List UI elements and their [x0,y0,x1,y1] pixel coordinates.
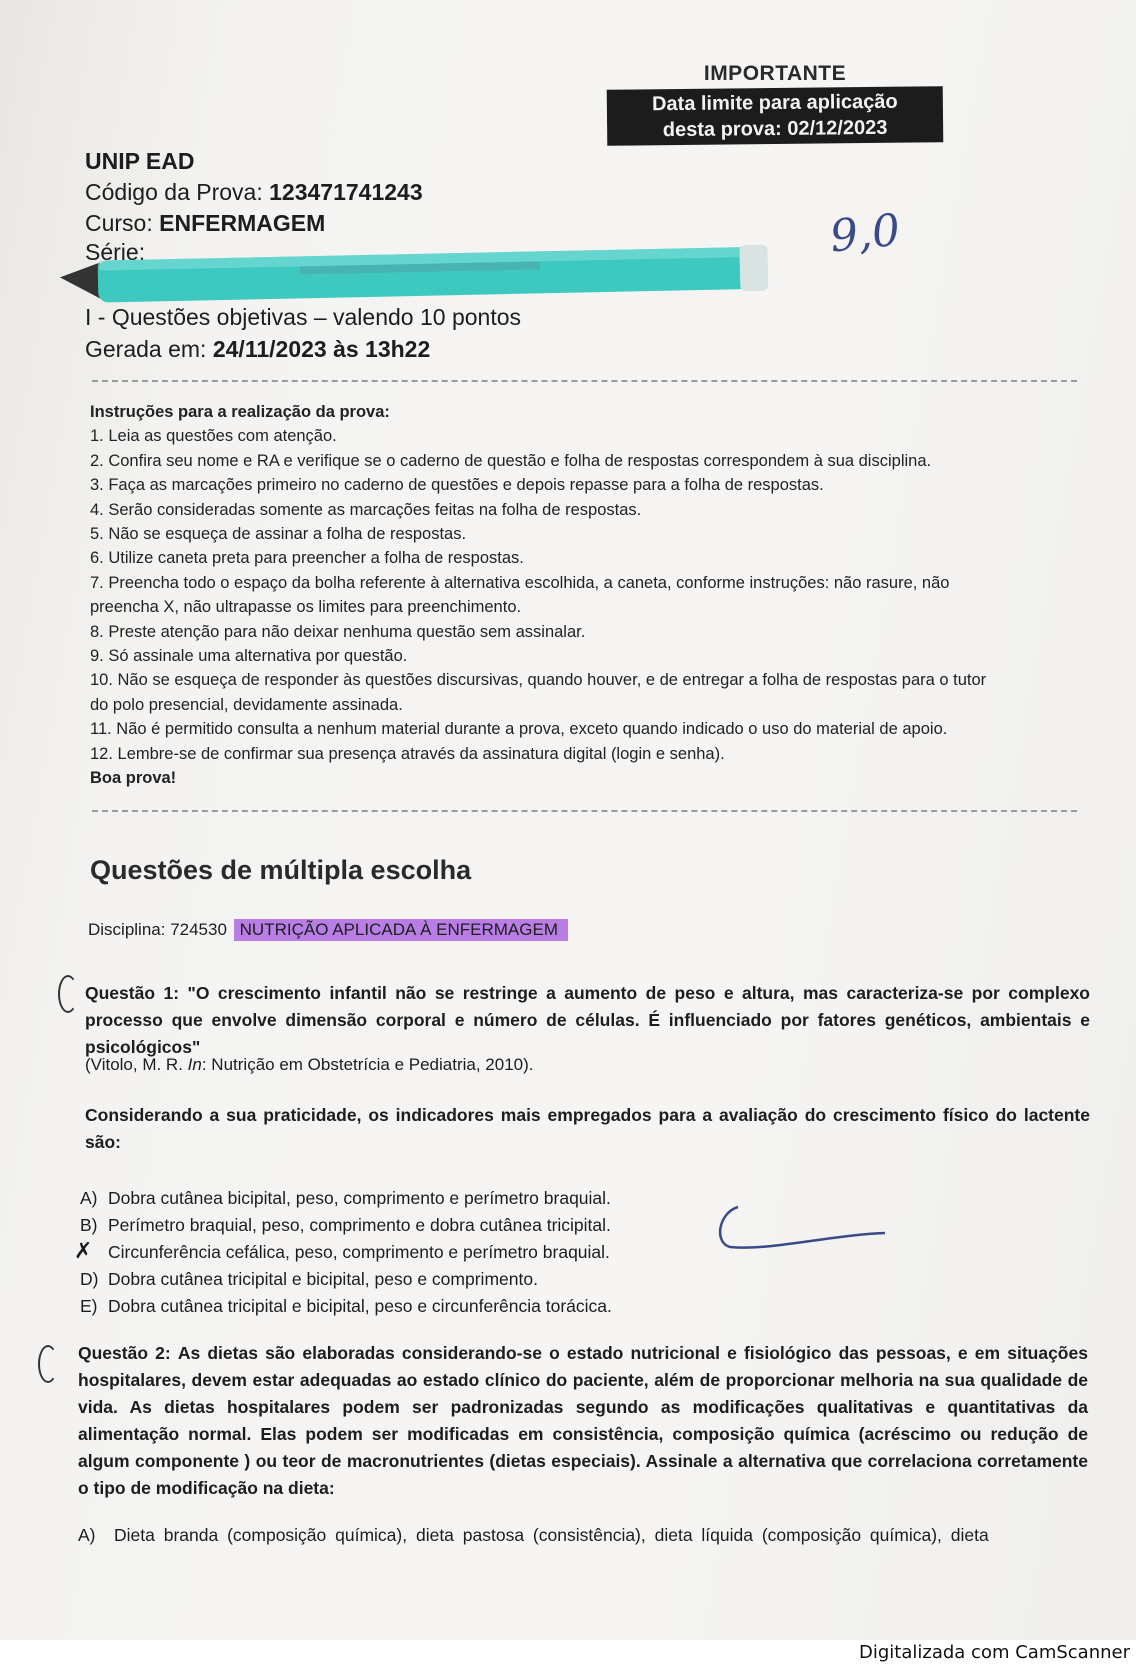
option-text: Dobra cutânea tricipital e bicipital, peso e comprimento. [108,1269,538,1289]
instruction-item: 11. Não é permitido consulta a nenhum material durante a prova, exceto quando indicado o uso do material de apoio. [90,720,948,739]
institution-name: UNIP EAD [85,148,195,174]
instruction-item: 1. Leia as questões com atenção. [90,427,337,446]
option-text: Dieta branda (composição química), dieta pastosa (consistência), dieta líquida (composição química), dieta [114,1525,989,1545]
divider-top [92,380,1077,382]
important-notice [607,62,943,144]
question-2-option-a[interactable] [78,1525,1083,1546]
course-label: Curso: [85,210,153,236]
handwritten-scribble [710,1195,890,1265]
question-1-prompt [85,1102,1090,1156]
instruction-item: 8. Preste atenção para não deixar nenhuma questão sem assinalar. [90,622,586,641]
generated-row [85,334,430,365]
exam-code-row [85,177,423,208]
option-e[interactable] [80,1293,612,1320]
option-letter: B) [80,1215,98,1235]
discipline-label: Disciplina: 724530 [88,920,227,939]
option-d[interactable] [80,1266,612,1293]
generated-value: 24/11/2023 às 13h22 [212,336,431,362]
instruction-item: 4. Serão consideradas somente as marcações feitas na folha de respostas. [90,500,642,519]
question-1-prompt-text: Considerando a sua praticidade, os indicadores mais empregados para a avaliação do crescimento físico do lactente são: [85,1105,1090,1152]
handwritten-grade: 9,0 [827,204,903,263]
instruction-item: preencha X, não ultrapasse os limites para preenchimento. [90,598,522,617]
option-b[interactable] [80,1212,612,1239]
option-text: Dobra cutânea tricipital e bicipital, peso e circunferência torácica. [108,1296,612,1316]
scanner-watermark: Digitalizada com CamScanner [859,1642,1130,1663]
reference-author: (Vitolo, M. R. [85,1055,183,1074]
marked-answer-cross-icon: ✗ [74,1238,93,1263]
generated-label: Gerada em: [85,336,207,362]
option-letter: D) [80,1269,99,1289]
deadline-line-1: Data limite para aplicação [651,90,898,116]
question-1-mark [58,975,78,1013]
series-partial: Série: [85,239,146,265]
option-text: Dobra cutânea bicipital, peso, comprimento e perímetro braquial. [108,1188,611,1208]
question-1-quote: "O crescimento infantil não se restringe a aumento de peso e altura, mas caracteriza-se por complexo processo que envolve dimensão corporal e número de células. É influenciado por fatores genéticos, ambientais e psicológicos" [85,983,1090,1057]
option-a[interactable] [80,1185,612,1212]
option-c[interactable] [80,1239,612,1266]
instruction-item: 2. Confira seu nome e RA e verifique se o caderno de questão e folha de respostas correspondem à sua disciplina. [90,451,932,470]
instruction-item: 10. Não se esqueça de responder às questões discursivas, quando houver, e de entregar a folha de respostas para o tutor [90,671,987,690]
reference-in: In [187,1055,202,1074]
option-letter: A) [78,1525,96,1545]
question-1-number: Questão 1: [85,983,180,1003]
question-1-options [80,1185,612,1320]
instruction-item: 6. Utilize caneta preta para preencher a folha de respostas. [90,549,524,568]
instructions-closing: Boa prova! [90,769,177,788]
scan-footer [0,1640,1136,1665]
reference-source: : Nutrição em Obstetrícia e Pediatria, 2010). [201,1055,534,1074]
option-letter: A) [80,1188,98,1208]
course-value: ENFERMAGEM [159,210,326,236]
instructions-list [90,424,1080,766]
instruction-item: 7. Preencha todo o espaço da bolha referente à alternativa escolhida, a caneta, conforme instruções: não rasure, não [90,573,950,592]
exam-header [85,146,423,239]
option-text: Circunferência cefálica, peso, comprimento e perímetro braquial. [108,1242,610,1262]
option-text: Perímetro braquial, peso, comprimento e dobra cutânea tricipital. [108,1215,611,1235]
question-2-number: Questão 2: [78,1343,171,1363]
instruction-item: do polo presencial, devidamente assinada. [90,695,403,714]
instructions-block [90,400,1080,791]
exam-part-title: I - Questões objetivas – valendo 10 pontos [85,304,522,330]
instruction-item: 9. Só assinale uma alternativa por questão. [90,647,408,666]
exam-code-value: 123471741243 [269,179,423,205]
exam-code-label: Código da Prova: [85,179,263,205]
important-label: IMPORTANTE [703,62,847,85]
instructions-title: Instruções para a realização da prova: [90,403,390,421]
question-1 [85,980,1090,1061]
section-title: Questões de múltipla escolha [90,855,472,885]
course-row [85,208,423,239]
divider-bottom [92,810,1077,812]
question-2 [78,1340,1088,1502]
question-1-reference [85,1055,534,1075]
instruction-item: 5. Não se esqueça de assinar a folha de respostas. [90,525,467,544]
instruction-item: 12. Lembre-se de confirmar sua presença através da assinatura digital (login e senha). [90,744,725,763]
discipline-name: NUTRIÇÃO APLICADA À ENFERMAGEM [234,919,568,941]
instruction-item: 3. Faça as marcações primeiro no caderno de questões e depois repasse para a folha de respostas. [90,476,824,495]
deadline-line-2: desta prova: 02/12/2023 [662,116,888,142]
option-letter: E) [80,1296,98,1316]
question-2-text: As dietas são elaboradas considerando-se o estado nutricional e fisiológico das pessoas, e em situações hospitalares, devem estar adequadas ao estado clínico do paciente, além de proporcionar melhoria na sua qualidade de vida. As dietas hospitalares podem ser padronizadas segundo as modificações qualitativas e quantitativas da alimentação normal. Elas podem ser modificadas em consistência, composição química (acréscimo ou redução de algum componente ) ou teor de macronutrientes (dietas especiais). Assinale a alternativa que correlaciona corretamente o tipo de modificação na dieta: [78,1343,1088,1498]
discipline-row [88,920,568,940]
question-2-mark [38,1345,58,1383]
pen-icon [59,241,770,314]
deadline-box [607,86,944,146]
